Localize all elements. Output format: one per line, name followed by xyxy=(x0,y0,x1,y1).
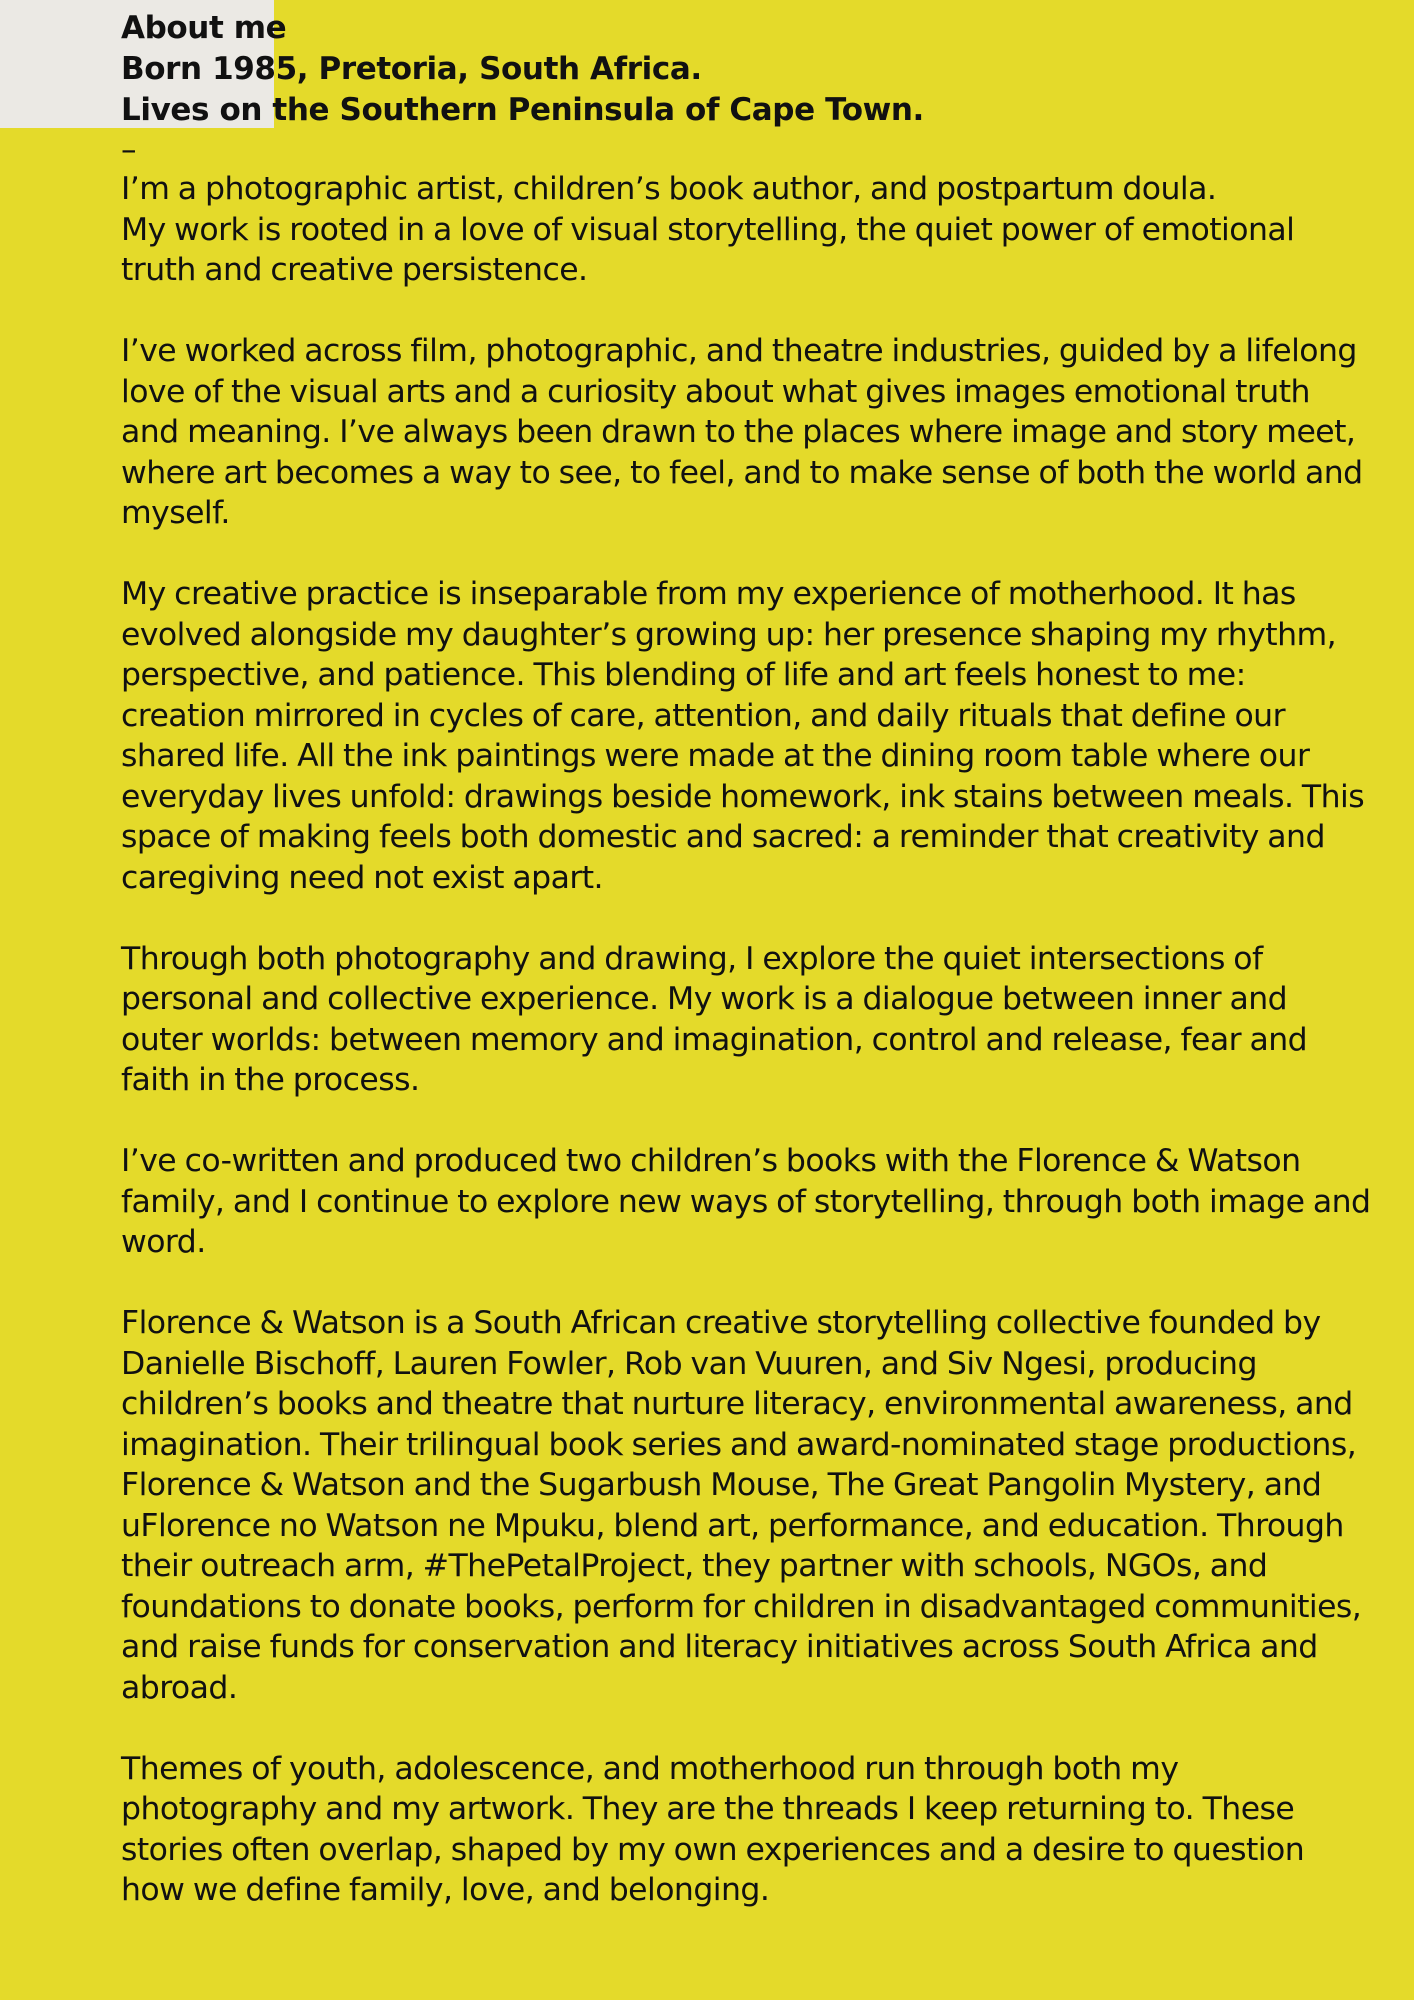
bio-paragraph-photography-drawing: Through both photography and drawing, I explore the quiet intersections of personal and collective experience. My work is a dialogue between inner and outer worlds: between memory and imagination, control and release, fear and faith in the process. xyxy=(121,940,1308,1098)
page-title: About me xyxy=(121,10,287,46)
bio-paragraph-motherhood: My creative practice is inseparable from my experience of motherhood. It has evolved alongside my daughter’s growing up: her presence shaping my rhythm, perspective, and patience. This blending of life and art feels honest to me: creation mirrored in cycles of care, attention, and daily rituals that define our shared life. All the ink paintings were made at the dining room table where our everyday lives unfold: drawings beside homework, ink stains between meals. This space of making feels both domestic and sacred: a reminder that creativity and caregiving need not exist apart. xyxy=(121,576,1365,896)
bio-paragraph-florence-watson: Florence & Watson is a South African creative storytelling collective founded by Danielle Bischoff, Lauren Fowler, Rob van Vuuren, and Siv Ngesi, producing children’s books and theatre that nurture literacy, environmental awareness, and imagination. Their trilingual book series and award-nominated stage productions, Florence & Watson and the Sugarbush Mouse, The Great Pangolin Mystery, and uFlorence no Watson ne Mpuku, blend art, performance, and education. Through their outreach arm, #ThePetalProject, they partner with schools, NGOs, and foundations to donate books, perform for children in disadvantaged communities, and raise funds for conservation and literacy initiatives across South Africa and abroad. xyxy=(121,1305,1362,1706)
bio-paragraph-themes: Themes of youth, adolescence, and motherhood run through both my photography and my artwork. They are the threads I keep returning to. These stories often overlap, shaped by my own experiences and a desire to question how we define family, love, and belonging. xyxy=(121,1750,1305,1908)
about-section xyxy=(121,8,1371,1951)
bio-paragraph-industries: I’ve worked across film, photographic, and theatre industries, guided by a lifelong love of the visual arts and a curiosity about what gives images emotional truth and meaning. I’ve always been drawn to the places where image and story meet, where art becomes a way to see, to feel, and to make sense of both the world and myself. xyxy=(121,333,1363,531)
bio-paragraph-intro: I’m a photographic artist, children’s book author, and postpartum doula. My work is rooted in a love of visual storytelling, the quiet power of emotional truth and creative persistence. xyxy=(121,171,1295,288)
birth-info: Born 1985, Pretoria, South Africa. xyxy=(121,51,702,87)
bio-paragraph-childrens-books: I’ve co-written and produced two children’s books with the Florence & Watson family, and I continue to explore new ways of storytelling, through both image and word. xyxy=(121,1143,1371,1260)
residence-info: Lives on the Southern Peninsula of Cape Town. xyxy=(121,92,924,128)
separator-dash: – xyxy=(121,132,137,168)
